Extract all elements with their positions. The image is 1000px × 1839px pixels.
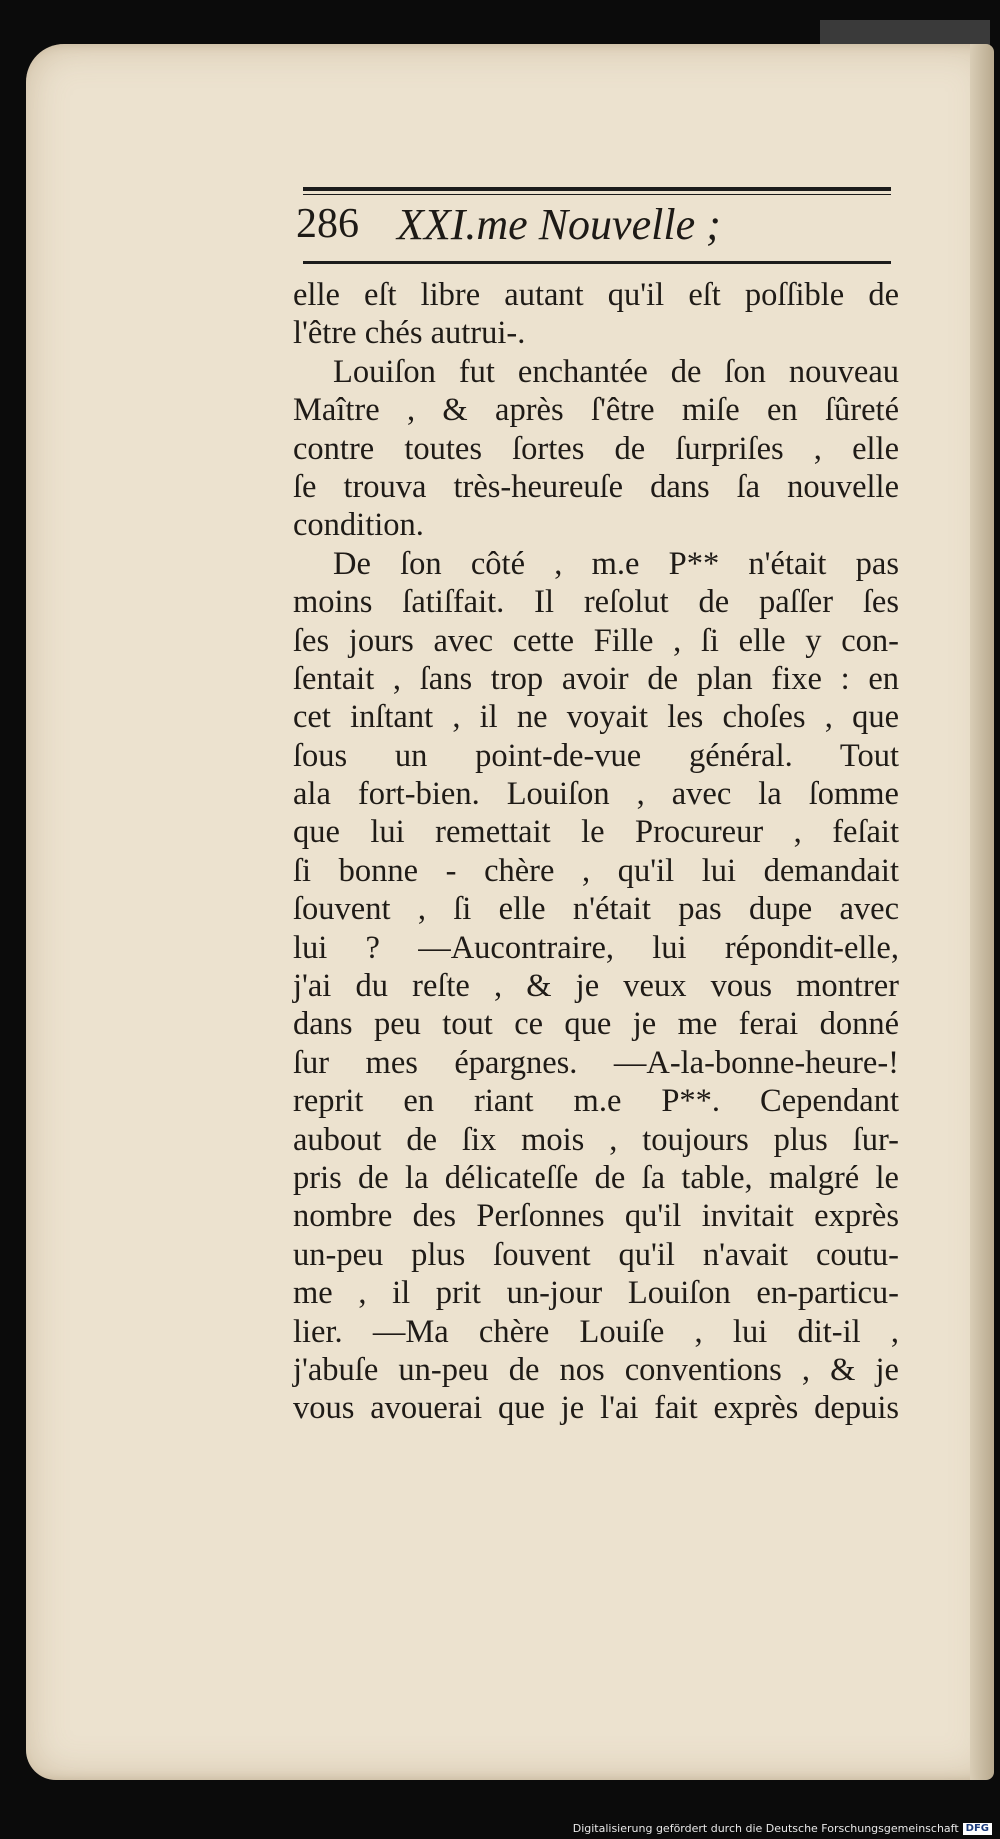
- text-line: ſentait , ſans trop avoir de plan fixe : en: [293, 660, 899, 697]
- text-line: ala fort-bien. Louiſon , avec la ſomme: [293, 776, 899, 813]
- text-line: j'ai du reſte , & je veux vous montrer: [293, 968, 899, 1005]
- header-rule-top: [303, 187, 891, 191]
- text-line: Maître , & après ſ'être miſe en ſûreté: [293, 392, 899, 429]
- text-line: De ſon côté , m.e P** n'était pas: [333, 545, 899, 582]
- text-line: ſe trouva très-heureuſe dans ſa nouvelle: [293, 468, 899, 505]
- running-header: [296, 192, 896, 256]
- text-line: reprit en riant m.e P**. Cependant: [293, 1083, 899, 1120]
- text-line: nombre des Perſonnes qu'il invitait exprès: [293, 1198, 899, 1235]
- text-line: dans peu tout ce que je me ferai donné: [293, 1006, 899, 1043]
- running-title: XXI.me Nouvelle ;: [397, 199, 721, 249]
- text-line: vous avouerai que je l'ai fait exprès depuis: [293, 1390, 899, 1427]
- text-line: que lui remettait le Procureur , feſait: [293, 814, 899, 851]
- digitization-credit: [573, 1822, 992, 1835]
- text-line: lui ? —Aucontraire, lui répondit-elle,: [293, 929, 899, 966]
- text-line: ſouvent , ſi elle n'était pas dupe avec: [293, 891, 899, 928]
- text-line: me , il prit un-jour Louiſon en-particu-: [293, 1275, 899, 1312]
- page-number: 286: [296, 201, 359, 247]
- text-line: ſi bonne - chère , qu'il lui demandait: [293, 852, 899, 889]
- text-line: contre toutes ſortes de ſurpriſes , elle: [293, 430, 899, 467]
- text-line: un-peu plus ſouvent qu'il n'avait coutu-: [293, 1236, 899, 1273]
- text-line: Louiſon fut enchantée de ſon nouveau: [333, 353, 899, 390]
- text-line: ſes jours avec cette Fille , ſi elle y con-: [293, 622, 899, 659]
- page-edge-shadow: [970, 44, 994, 1780]
- text-line: moins ſatiſfait. Il reſolut de paſſer ſes: [293, 584, 899, 621]
- text-line: aubout de ſix mois , toujours plus ſur-: [293, 1121, 899, 1158]
- header-rule-bottom: [303, 261, 891, 264]
- text-line: pris de la délicateſſe de ſa table, malgré le: [293, 1159, 899, 1196]
- text-line: l'être chés autrui-.: [293, 315, 526, 352]
- text-line: cet inſtant , il ne voyait les choſes , que: [293, 699, 899, 736]
- text-line: lier. —Ma chère Louiſe , lui dit-il ,: [293, 1313, 899, 1350]
- body-text: [293, 276, 899, 1428]
- book-spine-edge: [820, 20, 990, 46]
- text-line: condition.: [293, 507, 424, 544]
- dfg-logo: DFG: [963, 1823, 992, 1835]
- text-line: ſous un point-de-vue général. Tout: [293, 737, 899, 774]
- text-line: elle eſt libre autant qu'il eſt poſſible de: [293, 277, 899, 313]
- text-line: ſur mes épargnes. —A-la-bonne-heure-!: [293, 1044, 899, 1081]
- text-line: j'abuſe un-peu de nos conventions , & je: [293, 1351, 899, 1388]
- credit-text: Digitalisierung gefördert durch die Deutsche Forschungsgemeinschaft: [572, 1822, 959, 1835]
